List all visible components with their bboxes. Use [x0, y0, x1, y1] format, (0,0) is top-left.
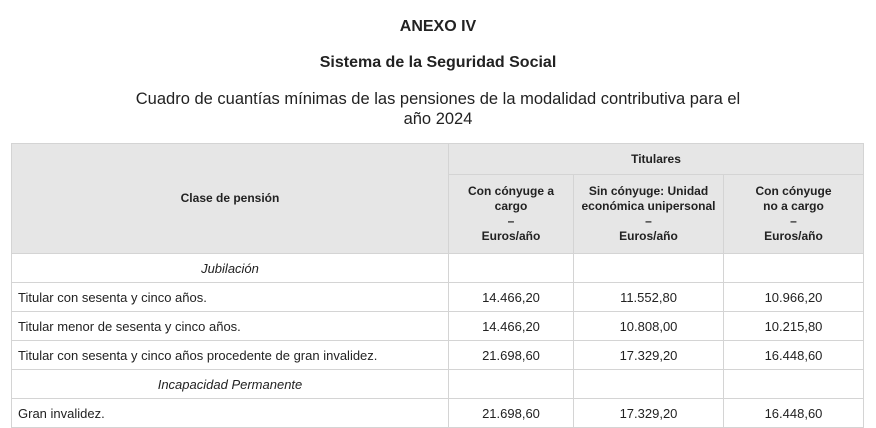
- value-no-a-cargo: 10.215,80: [724, 312, 864, 341]
- header-titulares: Titulares: [449, 144, 864, 175]
- value-con-conyuge: 14.466,20: [449, 312, 574, 341]
- row-label: Titular con sesenta y cinco años.: [12, 283, 449, 312]
- caption-line-2: año 2024: [403, 110, 473, 128]
- header-con-conyuge-a-cargo: Con cónyuge a cargo – Euros/año: [449, 175, 574, 254]
- section-row: [12, 254, 864, 283]
- header-con-conyuge-no-a-cargo: Con cónyuge no a cargo – Euros/año: [724, 175, 864, 254]
- table-row: [12, 341, 864, 370]
- caption-line-1: Cuadro de cuantías mínimas de las pensiones de la modalidad contributiva para el: [135, 90, 741, 108]
- value-con-conyuge: 21.698,60: [449, 399, 574, 428]
- pension-table: [11, 143, 864, 428]
- value-sin-conyuge: 17.329,20: [574, 341, 724, 370]
- value-sin-conyuge: 17.329,20: [574, 399, 724, 428]
- section-label: Jubilación: [12, 254, 449, 283]
- annex-title: ANEXO IV: [399, 18, 477, 35]
- section-label: Incapacidad Permanente: [12, 370, 449, 399]
- value-no-a-cargo: 10.966,20: [724, 283, 864, 312]
- value-con-conyuge: 14.466,20: [449, 283, 574, 312]
- value-sin-conyuge: 11.552,80: [574, 283, 724, 312]
- table-caption: [0, 89, 876, 129]
- value-no-a-cargo: 16.448,60: [724, 341, 864, 370]
- table-row: [12, 312, 864, 341]
- value-sin-conyuge: 10.808,00: [574, 312, 724, 341]
- section-row: [12, 370, 864, 399]
- row-label: Titular con sesenta y cinco años procedente de gran invalidez.: [12, 341, 449, 370]
- header-sin-conyuge: Sin cónyuge: Unidad económica unipersonal – Euros/año: [574, 175, 724, 254]
- section-title: Sistema de la Seguridad Social: [319, 54, 557, 71]
- value-con-conyuge: 21.698,60: [449, 341, 574, 370]
- row-label: Titular menor de sesenta y cinco años.: [12, 312, 449, 341]
- row-label: Gran invalidez.: [12, 399, 449, 428]
- table-row: [12, 399, 864, 428]
- table-row: [12, 283, 864, 312]
- value-no-a-cargo: 16.448,60: [724, 399, 864, 428]
- header-clase-pension: Clase de pensión: [12, 144, 449, 254]
